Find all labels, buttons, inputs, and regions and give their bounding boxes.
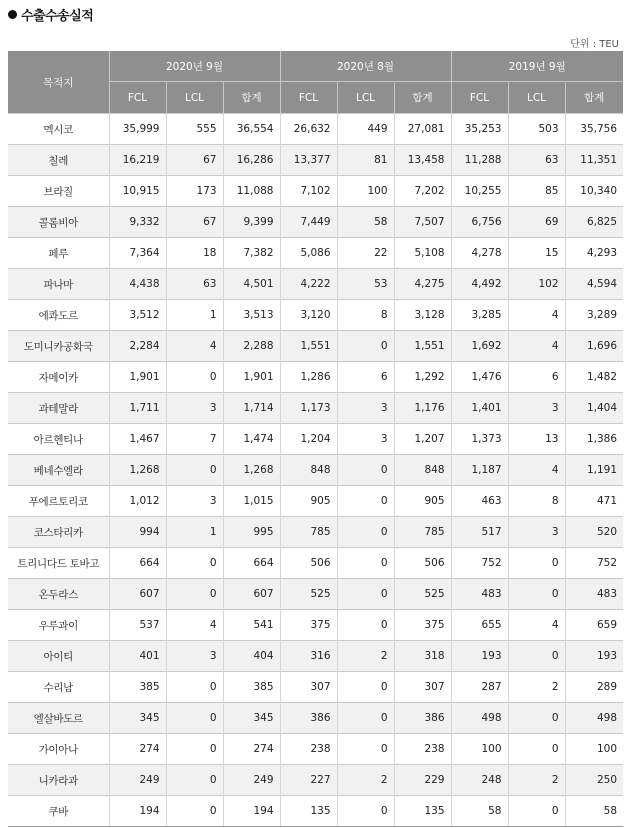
value-cell: 664 xyxy=(109,548,166,579)
value-cell: 541 xyxy=(223,610,280,641)
value-cell: 5,108 xyxy=(394,238,451,269)
value-cell: 1,191 xyxy=(565,455,623,486)
header-fcl: FCL xyxy=(451,82,508,114)
destination-cell: 우루과이 xyxy=(8,610,109,641)
value-cell: 752 xyxy=(565,548,623,579)
value-cell: 1,207 xyxy=(394,424,451,455)
value-cell: 1,286 xyxy=(280,362,337,393)
value-cell: 100 xyxy=(451,734,508,765)
value-cell: 517 xyxy=(451,517,508,548)
destination-cell: 엘살바도르 xyxy=(8,703,109,734)
value-cell: 67 xyxy=(166,207,223,238)
value-cell: 69 xyxy=(508,207,565,238)
value-cell: 0 xyxy=(508,579,565,610)
value-cell: 1,692 xyxy=(451,331,508,362)
value-cell: 173 xyxy=(166,176,223,207)
value-cell: 0 xyxy=(508,548,565,579)
value-cell: 1,012 xyxy=(109,486,166,517)
value-cell: 35,253 xyxy=(451,114,508,145)
value-cell: 63 xyxy=(508,145,565,176)
table-body xyxy=(8,114,623,827)
value-cell: 8 xyxy=(508,486,565,517)
header-period: 2020년 8월 xyxy=(280,51,451,82)
value-cell: 0 xyxy=(337,331,394,362)
value-cell: 4 xyxy=(508,300,565,331)
value-cell: 100 xyxy=(565,734,623,765)
value-cell: 385 xyxy=(223,672,280,703)
value-cell: 135 xyxy=(280,796,337,827)
value-cell: 26,632 xyxy=(280,114,337,145)
value-cell: 0 xyxy=(166,455,223,486)
table-row xyxy=(8,672,623,703)
value-cell: 16,219 xyxy=(109,145,166,176)
value-cell: 13 xyxy=(508,424,565,455)
value-cell: 102 xyxy=(508,269,565,300)
table-row xyxy=(8,238,623,269)
value-cell: 67 xyxy=(166,145,223,176)
value-cell: 4,492 xyxy=(451,269,508,300)
value-cell: 0 xyxy=(337,796,394,827)
value-cell: 11,088 xyxy=(223,176,280,207)
value-cell: 0 xyxy=(166,796,223,827)
destination-cell: 자메이카 xyxy=(8,362,109,393)
value-cell: 5,086 xyxy=(280,238,337,269)
value-cell: 1,386 xyxy=(565,424,623,455)
destination-cell: 칠레 xyxy=(8,145,109,176)
value-cell: 4,222 xyxy=(280,269,337,300)
value-cell: 0 xyxy=(337,610,394,641)
value-cell: 0 xyxy=(337,703,394,734)
table-row xyxy=(8,610,623,641)
value-cell: 386 xyxy=(280,703,337,734)
header-fcl: FCL xyxy=(280,82,337,114)
value-cell: 287 xyxy=(451,672,508,703)
value-cell: 483 xyxy=(451,579,508,610)
value-cell: 3,120 xyxy=(280,300,337,331)
value-cell: 664 xyxy=(223,548,280,579)
value-cell: 7,507 xyxy=(394,207,451,238)
value-cell: 0 xyxy=(508,703,565,734)
value-cell: 1,173 xyxy=(280,393,337,424)
value-cell: 11,288 xyxy=(451,145,508,176)
value-cell: 9,332 xyxy=(109,207,166,238)
value-cell: 100 xyxy=(337,176,394,207)
value-cell: 22 xyxy=(337,238,394,269)
value-cell: 525 xyxy=(394,579,451,610)
value-cell: 345 xyxy=(109,703,166,734)
value-cell: 506 xyxy=(394,548,451,579)
value-cell: 463 xyxy=(451,486,508,517)
value-cell: 4,278 xyxy=(451,238,508,269)
table-row xyxy=(8,486,623,517)
value-cell: 1,467 xyxy=(109,424,166,455)
value-cell: 13,377 xyxy=(280,145,337,176)
destination-cell: 베네수엘라 xyxy=(8,455,109,486)
value-cell: 10,255 xyxy=(451,176,508,207)
value-cell: 2 xyxy=(337,641,394,672)
value-cell: 2 xyxy=(337,765,394,796)
value-cell: 7,202 xyxy=(394,176,451,207)
value-cell: 483 xyxy=(565,579,623,610)
table-row xyxy=(8,765,623,796)
value-cell: 274 xyxy=(109,734,166,765)
value-cell: 1,176 xyxy=(394,393,451,424)
value-cell: 11,351 xyxy=(565,145,623,176)
value-cell: 135 xyxy=(394,796,451,827)
header-fcl: FCL xyxy=(109,82,166,114)
table-row xyxy=(8,424,623,455)
table-row xyxy=(8,331,623,362)
table-row xyxy=(8,517,623,548)
value-cell: 13,458 xyxy=(394,145,451,176)
value-cell: 0 xyxy=(166,703,223,734)
value-cell: 3,289 xyxy=(565,300,623,331)
table-row xyxy=(8,548,623,579)
table-row xyxy=(8,176,623,207)
header-total: 합계 xyxy=(565,82,623,114)
value-cell: 307 xyxy=(394,672,451,703)
value-cell: 752 xyxy=(451,548,508,579)
value-cell: 194 xyxy=(223,796,280,827)
value-cell: 1,714 xyxy=(223,393,280,424)
value-cell: 1 xyxy=(166,300,223,331)
value-cell: 18 xyxy=(166,238,223,269)
value-cell: 2,284 xyxy=(109,331,166,362)
value-cell: 994 xyxy=(109,517,166,548)
table-row xyxy=(8,207,623,238)
value-cell: 0 xyxy=(337,486,394,517)
destination-cell: 페루 xyxy=(8,238,109,269)
value-cell: 1,404 xyxy=(565,393,623,424)
value-cell: 3 xyxy=(337,424,394,455)
value-cell: 10,340 xyxy=(565,176,623,207)
destination-cell: 온두라스 xyxy=(8,579,109,610)
value-cell: 227 xyxy=(280,765,337,796)
table-row xyxy=(8,145,623,176)
value-cell: 307 xyxy=(280,672,337,703)
destination-cell: 트리니다드 토바고 xyxy=(8,548,109,579)
value-cell: 63 xyxy=(166,269,223,300)
value-cell: 16,286 xyxy=(223,145,280,176)
value-cell: 0 xyxy=(508,641,565,672)
value-cell: 4 xyxy=(166,331,223,362)
value-cell: 1,551 xyxy=(394,331,451,362)
value-cell: 0 xyxy=(337,455,394,486)
destination-cell: 콜롬비아 xyxy=(8,207,109,238)
shipping-table xyxy=(8,51,623,827)
header-lcl: LCL xyxy=(337,82,394,114)
value-cell: 3 xyxy=(166,393,223,424)
value-cell: 0 xyxy=(166,579,223,610)
value-cell: 1,696 xyxy=(565,331,623,362)
value-cell: 36,554 xyxy=(223,114,280,145)
header-lcl: LCL xyxy=(166,82,223,114)
value-cell: 498 xyxy=(451,703,508,734)
value-cell: 785 xyxy=(280,517,337,548)
table-row xyxy=(8,455,623,486)
header-total: 합계 xyxy=(223,82,280,114)
value-cell: 4 xyxy=(166,610,223,641)
value-cell: 1,268 xyxy=(109,455,166,486)
value-cell: 15 xyxy=(508,238,565,269)
value-cell: 3 xyxy=(166,486,223,517)
value-cell: 995 xyxy=(223,517,280,548)
value-cell: 1 xyxy=(166,517,223,548)
table-row xyxy=(8,300,623,331)
destination-cell: 코스타리카 xyxy=(8,517,109,548)
value-cell: 607 xyxy=(109,579,166,610)
value-cell: 555 xyxy=(166,114,223,145)
value-cell: 6 xyxy=(508,362,565,393)
value-cell: 0 xyxy=(166,765,223,796)
value-cell: 229 xyxy=(394,765,451,796)
destination-cell: 파나마 xyxy=(8,269,109,300)
destination-cell: 에콰도르 xyxy=(8,300,109,331)
value-cell: 4 xyxy=(508,610,565,641)
value-cell: 1,401 xyxy=(451,393,508,424)
table-row xyxy=(8,734,623,765)
value-cell: 0 xyxy=(337,579,394,610)
value-cell: 0 xyxy=(508,734,565,765)
value-cell: 2 xyxy=(508,672,565,703)
table-row xyxy=(8,641,623,672)
value-cell: 0 xyxy=(166,548,223,579)
value-cell: 659 xyxy=(565,610,623,641)
value-cell: 1,292 xyxy=(394,362,451,393)
value-cell: 7 xyxy=(166,424,223,455)
value-cell: 0 xyxy=(166,672,223,703)
value-cell: 1,187 xyxy=(451,455,508,486)
value-cell: 85 xyxy=(508,176,565,207)
value-cell: 1,551 xyxy=(280,331,337,362)
value-cell: 345 xyxy=(223,703,280,734)
value-cell: 193 xyxy=(565,641,623,672)
value-cell: 194 xyxy=(109,796,166,827)
value-cell: 4 xyxy=(508,455,565,486)
table-row xyxy=(8,269,623,300)
table-row xyxy=(8,393,623,424)
value-cell: 0 xyxy=(166,362,223,393)
value-cell: 1,476 xyxy=(451,362,508,393)
header-period: 2020년 9월 xyxy=(109,51,280,82)
value-cell: 4,293 xyxy=(565,238,623,269)
value-cell: 498 xyxy=(565,703,623,734)
destination-cell: 아르헨티나 xyxy=(8,424,109,455)
value-cell: 2,288 xyxy=(223,331,280,362)
value-cell: 0 xyxy=(337,672,394,703)
value-cell: 520 xyxy=(565,517,623,548)
value-cell: 7,364 xyxy=(109,238,166,269)
destination-cell: 브라질 xyxy=(8,176,109,207)
value-cell: 4,501 xyxy=(223,269,280,300)
value-cell: 53 xyxy=(337,269,394,300)
table-row xyxy=(8,114,623,145)
value-cell: 81 xyxy=(337,145,394,176)
destination-cell: 과테말라 xyxy=(8,393,109,424)
value-cell: 3,128 xyxy=(394,300,451,331)
value-cell: 0 xyxy=(166,734,223,765)
value-cell: 607 xyxy=(223,579,280,610)
value-cell: 3 xyxy=(508,517,565,548)
value-cell: 905 xyxy=(394,486,451,517)
value-cell: 386 xyxy=(394,703,451,734)
value-cell: 1,474 xyxy=(223,424,280,455)
value-cell: 1,204 xyxy=(280,424,337,455)
value-cell: 3,512 xyxy=(109,300,166,331)
value-cell: 7,102 xyxy=(280,176,337,207)
table-row xyxy=(8,796,623,827)
value-cell: 385 xyxy=(109,672,166,703)
value-cell: 58 xyxy=(337,207,394,238)
value-cell: 4,438 xyxy=(109,269,166,300)
value-cell: 10,915 xyxy=(109,176,166,207)
value-cell: 905 xyxy=(280,486,337,517)
value-cell: 7,449 xyxy=(280,207,337,238)
value-cell: 3 xyxy=(508,393,565,424)
header-total: 합계 xyxy=(394,82,451,114)
header-lcl: LCL xyxy=(508,82,565,114)
destination-cell: 니카라과 xyxy=(8,765,109,796)
value-cell: 3,513 xyxy=(223,300,280,331)
value-cell: 1,711 xyxy=(109,393,166,424)
value-cell: 6 xyxy=(337,362,394,393)
value-cell: 0 xyxy=(337,734,394,765)
value-cell: 375 xyxy=(394,610,451,641)
value-cell: 471 xyxy=(565,486,623,517)
value-cell: 316 xyxy=(280,641,337,672)
value-cell: 655 xyxy=(451,610,508,641)
value-cell: 7,382 xyxy=(223,238,280,269)
table-row xyxy=(8,362,623,393)
value-cell: 238 xyxy=(280,734,337,765)
value-cell: 537 xyxy=(109,610,166,641)
value-cell: 1,482 xyxy=(565,362,623,393)
value-cell: 4,594 xyxy=(565,269,623,300)
destination-cell: 수리남 xyxy=(8,672,109,703)
value-cell: 0 xyxy=(337,548,394,579)
value-cell: 401 xyxy=(109,641,166,672)
value-cell: 503 xyxy=(508,114,565,145)
value-cell: 404 xyxy=(223,641,280,672)
header-period: 2019년 9월 xyxy=(451,51,623,82)
destination-cell: 아이티 xyxy=(8,641,109,672)
value-cell: 27,081 xyxy=(394,114,451,145)
value-cell: 35,999 xyxy=(109,114,166,145)
value-cell: 3 xyxy=(166,641,223,672)
value-cell: 58 xyxy=(451,796,508,827)
value-cell: 1,268 xyxy=(223,455,280,486)
value-cell: 506 xyxy=(280,548,337,579)
value-cell: 238 xyxy=(394,734,451,765)
section-title-text: 수출수송실적 xyxy=(21,8,94,24)
value-cell: 1,015 xyxy=(223,486,280,517)
value-cell: 848 xyxy=(394,455,451,486)
destination-cell: 가이아나 xyxy=(8,734,109,765)
value-cell: 449 xyxy=(337,114,394,145)
value-cell: 4,275 xyxy=(394,269,451,300)
value-cell: 8 xyxy=(337,300,394,331)
value-cell: 9,399 xyxy=(223,207,280,238)
value-cell: 1,901 xyxy=(223,362,280,393)
destination-cell: 쿠바 xyxy=(8,796,109,827)
bullet-icon xyxy=(8,10,17,19)
unit-label: 단위 : TEU xyxy=(570,39,619,50)
value-cell: 274 xyxy=(223,734,280,765)
value-cell: 35,756 xyxy=(565,114,623,145)
section-title xyxy=(8,4,93,24)
value-cell: 248 xyxy=(451,765,508,796)
header-destination: 목적지 xyxy=(8,51,109,114)
value-cell: 3 xyxy=(337,393,394,424)
destination-cell: 멕시코 xyxy=(8,114,109,145)
value-cell: 193 xyxy=(451,641,508,672)
value-cell: 249 xyxy=(223,765,280,796)
table-row xyxy=(8,703,623,734)
value-cell: 6,756 xyxy=(451,207,508,238)
value-cell: 2 xyxy=(508,765,565,796)
table-row xyxy=(8,579,623,610)
value-cell: 250 xyxy=(565,765,623,796)
value-cell: 0 xyxy=(508,796,565,827)
value-cell: 785 xyxy=(394,517,451,548)
value-cell: 375 xyxy=(280,610,337,641)
value-cell: 3,285 xyxy=(451,300,508,331)
value-cell: 0 xyxy=(337,517,394,548)
value-cell: 1,901 xyxy=(109,362,166,393)
value-cell: 249 xyxy=(109,765,166,796)
value-cell: 525 xyxy=(280,579,337,610)
destination-cell: 푸에르토리코 xyxy=(8,486,109,517)
value-cell: 848 xyxy=(280,455,337,486)
value-cell: 1,373 xyxy=(451,424,508,455)
value-cell: 6,825 xyxy=(565,207,623,238)
value-cell: 4 xyxy=(508,331,565,362)
destination-cell: 도미니카공화국 xyxy=(8,331,109,362)
value-cell: 318 xyxy=(394,641,451,672)
value-cell: 58 xyxy=(565,796,623,827)
header-row-periods xyxy=(8,51,623,82)
value-cell: 289 xyxy=(565,672,623,703)
